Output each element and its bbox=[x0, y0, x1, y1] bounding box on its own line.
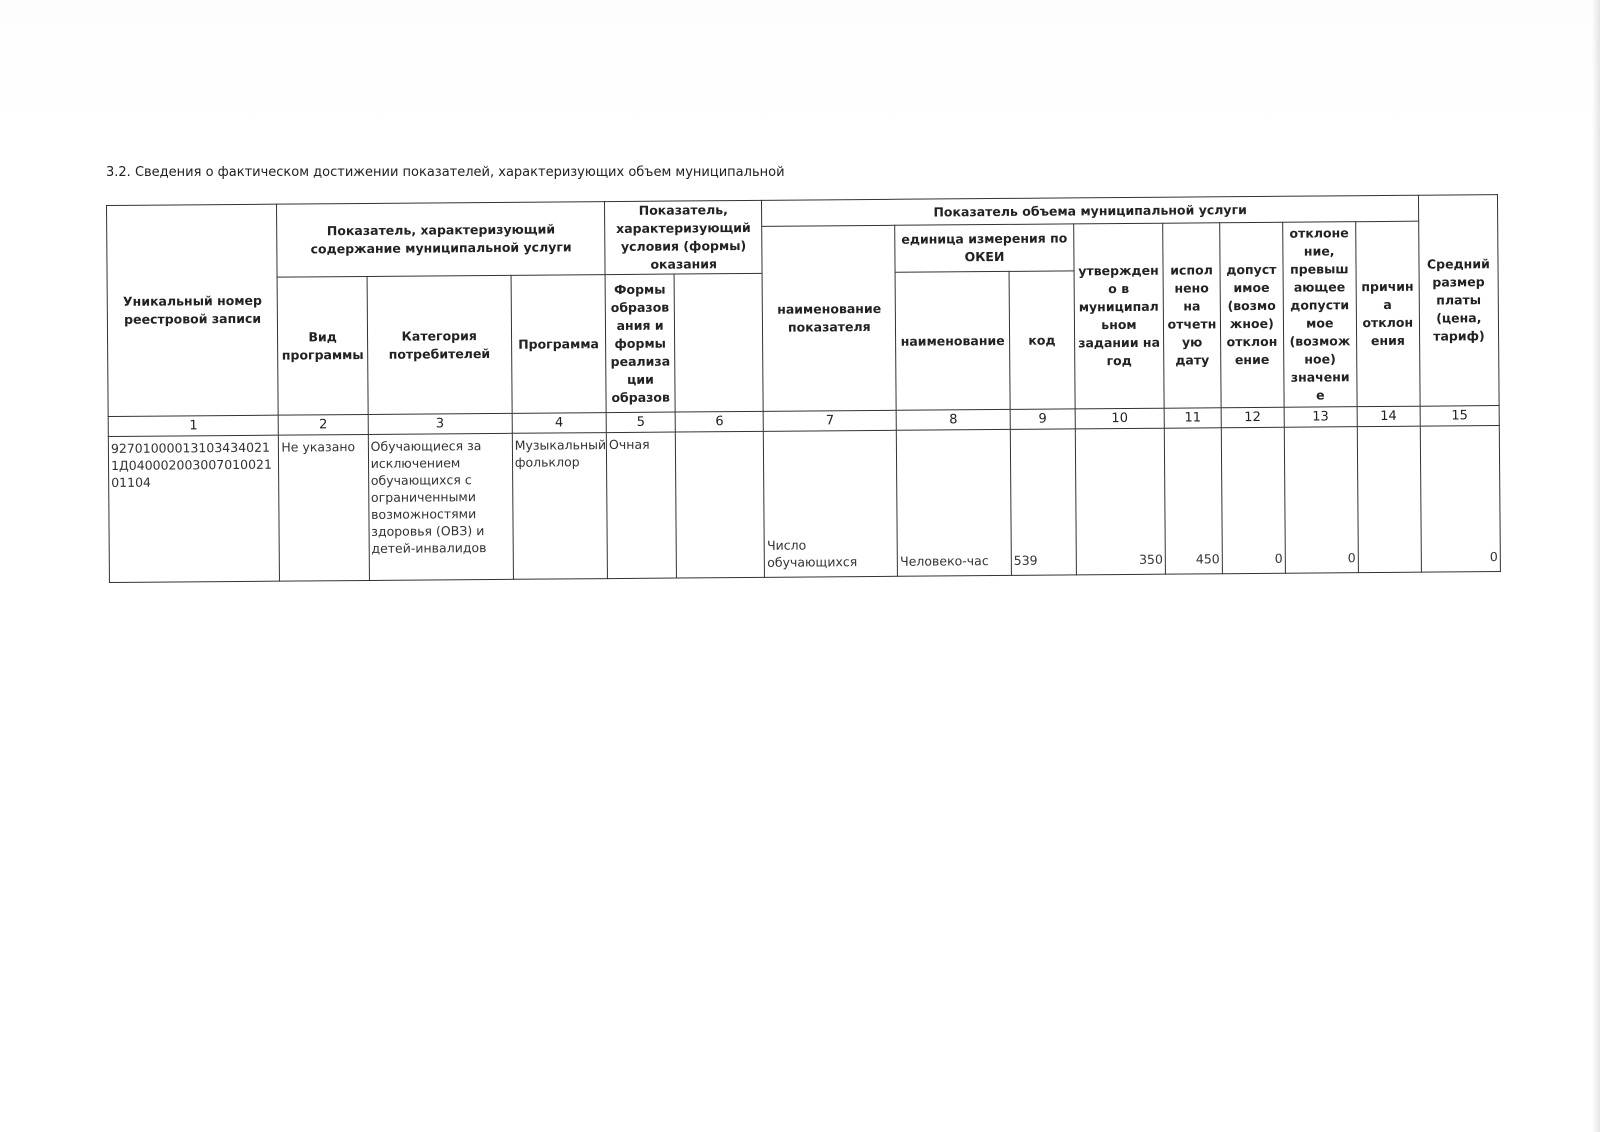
header-program-type: Вид программы bbox=[278, 276, 368, 415]
report-table bbox=[106, 194, 1501, 583]
column-number: 1 bbox=[108, 415, 279, 436]
column-number: 15 bbox=[1420, 406, 1499, 427]
column-number: 9 bbox=[1010, 409, 1075, 430]
header-consumer-category: Категория потребителей bbox=[367, 275, 512, 414]
cell-consumer-category: Обучающиеся за исключением обучающихся с ограниченными возможностями здоровья (ОВЗ) и детей-инвалидов bbox=[368, 433, 513, 580]
column-number: 2 bbox=[279, 414, 368, 435]
column-number: 3 bbox=[368, 413, 512, 434]
table-row bbox=[108, 426, 1500, 583]
cell-approved: 350 bbox=[1075, 428, 1165, 575]
cell-indicator-name: Число обучающихся bbox=[764, 430, 898, 577]
header-volume-group: Показатель объема муниципальной услуги bbox=[762, 195, 1419, 226]
column-number: 8 bbox=[896, 409, 1010, 430]
cell-program: Музыкальный фольклор bbox=[512, 433, 608, 580]
cell-allowed-deviation: 0 bbox=[1221, 427, 1285, 573]
cell-executed: 450 bbox=[1164, 428, 1222, 574]
header-conditions-group: Показатель, характеризующий условия (формы) оказания bbox=[605, 200, 763, 274]
header-indicator-name: наименование показателя bbox=[762, 225, 896, 411]
header-approved: утвержден о в муниципал ьном задании на год bbox=[1074, 223, 1165, 409]
column-number: 10 bbox=[1075, 408, 1164, 429]
cell-col6 bbox=[675, 431, 764, 578]
cell-unit-code: 539 bbox=[1010, 429, 1076, 576]
report-table-wrapper bbox=[106, 194, 1501, 583]
column-number: 7 bbox=[764, 410, 897, 431]
header-executed: испол нено на отчетн ую дату bbox=[1163, 223, 1221, 408]
column-number: 6 bbox=[675, 411, 763, 432]
header-content-group: Показатель, характеризующий содержание муниципальной услуги bbox=[277, 202, 605, 278]
header-program: Программа bbox=[511, 275, 606, 414]
cell-registry-number: 927010000131034340211Д04000200300701002101104 bbox=[108, 435, 280, 582]
header-forms: Формы образов ания и формы реализа ции образов bbox=[605, 274, 675, 413]
cell-exceeding-deviation: 0 bbox=[1284, 427, 1358, 574]
header-reason: причин а отклон ения bbox=[1356, 221, 1420, 406]
column-number: 14 bbox=[1357, 406, 1420, 426]
column-number: 4 bbox=[512, 413, 607, 434]
cell-form: Очная bbox=[606, 432, 676, 579]
column-number: 5 bbox=[606, 412, 675, 433]
header-avg-fee: Средний размер платы (цена, тариф) bbox=[1418, 195, 1499, 407]
header-okei-code: код bbox=[1009, 271, 1075, 410]
header-col6 bbox=[674, 273, 763, 412]
column-number: 13 bbox=[1284, 407, 1357, 428]
header-allowed-deviation: допуст имое (возмо жное) отклон ение bbox=[1220, 222, 1284, 407]
cell-program-type: Не указано bbox=[279, 434, 369, 581]
section-title: 3.2. Сведения о фактическом достижении показателей, характеризующих объем муниципальной bbox=[106, 165, 785, 180]
header-okei-name: наименование bbox=[895, 271, 1010, 410]
column-number: 11 bbox=[1164, 408, 1221, 428]
header-unique-number: Уникальный номер реестровой записи bbox=[107, 204, 279, 416]
cell-unit-name: Человеко-час bbox=[897, 429, 1012, 576]
header-exceeding-deviation: отклоне ние, превыш ающее допусти мое (возмож ное) значени е bbox=[1282, 222, 1356, 408]
column-number: 12 bbox=[1221, 407, 1284, 427]
page-edge-shadow bbox=[1592, 0, 1600, 1132]
cell-reason bbox=[1357, 426, 1421, 572]
cell-avg-fee: 0 bbox=[1420, 426, 1500, 573]
header-okei-unit: единица измерения по ОКЕИ bbox=[895, 224, 1074, 272]
